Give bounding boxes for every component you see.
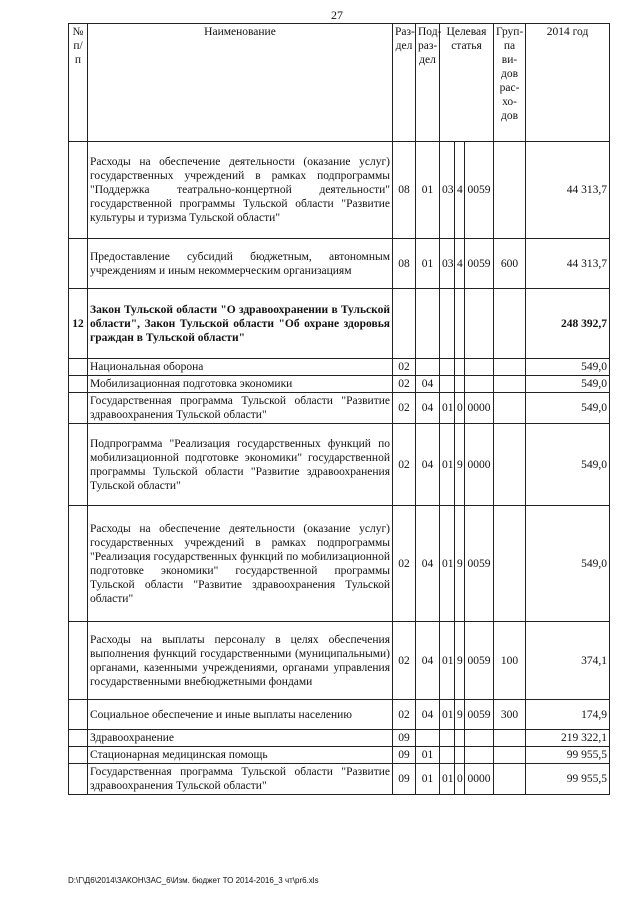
row-number [69,142,88,239]
row-amount-2014: 219 322,1 [526,730,610,747]
row-amount-2014: 549,0 [526,424,610,506]
row-target-code: 0059 [465,142,494,239]
row-number [69,359,88,376]
row-target-subprogram: 4 [455,142,465,239]
row-expense-group [494,359,526,376]
row-target-code: 0059 [465,506,494,622]
row-target-program [440,730,455,747]
table-row [69,622,610,700]
header-podrazdel: Под-раз-дел [416,24,440,142]
row-expense-group [494,730,526,747]
row-amount-2014: 99 955,5 [526,764,610,795]
row-podrazdel: 04 [416,376,440,393]
row-target-subprogram: 0 [455,393,465,424]
row-target-program [440,289,455,359]
row-number: 12 [69,289,88,359]
row-number [69,239,88,289]
row-amount-2014: 44 313,7 [526,239,610,289]
row-target-program: 03 [440,239,455,289]
table-row [69,376,610,393]
row-razdel: 02 [393,359,416,376]
row-amount-2014: 99 955,5 [526,747,610,764]
header-num: № п/п [69,24,88,142]
row-target-program [440,376,455,393]
row-podrazdel: 04 [416,622,440,700]
row-razdel: 02 [393,622,416,700]
table-row [69,359,610,376]
row-target-subprogram [455,747,465,764]
row-target-program: 01 [440,700,455,730]
row-podrazdel: 01 [416,142,440,239]
row-target-program [440,747,455,764]
row-target-program: 01 [440,506,455,622]
row-expense-group: 100 [494,622,526,700]
row-name: Расходы на обеспечение деятельности (оказание услуг) государственных учреждений в рамках подпрограммы "Реализация государственных функций по мобилизационной подготовке экономики" государственной программы Тульской области "Развитие здравоохранения Тульской области" [88,506,393,622]
row-target-code: 0059 [465,239,494,289]
row-expense-group: 600 [494,239,526,289]
row-expense-group [494,142,526,239]
row-podrazdel: 04 [416,506,440,622]
row-razdel: 08 [393,239,416,289]
table-row [69,424,610,506]
row-target-code: 0000 [465,393,494,424]
row-target-subprogram [455,359,465,376]
row-razdel [393,289,416,359]
row-target-subprogram: 9 [455,424,465,506]
row-target-code: 0059 [465,622,494,700]
row-razdel: 09 [393,747,416,764]
row-name: Государственная программа Тульской области "Развитие здравоохранения Тульской области" [88,393,393,424]
row-name: Стационарная медицинская помощь [88,747,393,764]
row-target-subprogram [455,730,465,747]
row-number [69,622,88,700]
row-target-code [465,376,494,393]
row-amount-2014: 549,0 [526,359,610,376]
row-target-subprogram: 0 [455,764,465,795]
row-target-code: 0000 [465,424,494,506]
row-name: Национальная оборона [88,359,393,376]
row-expense-group: 300 [494,700,526,730]
row-razdel: 02 [393,424,416,506]
row-name: Расходы на обеспечение деятельности (оказание услуг) государственных учреждений в рамках подпрограммы "Поддержка театрально-концертной деятельности" государственной программы Тульской области "Развитие культуры и туризма Тульской области" [88,142,393,239]
row-name: Расходы на выплаты персоналу в целях обеспечения выполнения функций государственными (муниципальными) органами, казенными учреждениями, органами управления государственными внебюджетными фондами [88,622,393,700]
row-target-program [440,359,455,376]
row-number [69,376,88,393]
row-target-code: 0000 [465,764,494,795]
row-number [69,393,88,424]
row-target-code [465,730,494,747]
row-amount-2014: 374,1 [526,622,610,700]
row-number [69,764,88,795]
row-podrazdel [416,289,440,359]
row-target-subprogram: 4 [455,239,465,289]
row-expense-group [494,424,526,506]
row-number [69,424,88,506]
row-podrazdel: 01 [416,764,440,795]
row-target-program: 01 [440,424,455,506]
row-name: Закон Тульской области "О здравоохранении в Тульской области", Закон Тульской области "Об охране здоровья граждан в Тульской области" [88,289,393,359]
row-name: Предоставление субсидий бюджетным, автономным учреждениям и иным некоммерческим организациям [88,239,393,289]
row-razdel: 08 [393,142,416,239]
table-row [69,142,610,239]
row-podrazdel: 04 [416,393,440,424]
page-number: 27 [331,8,343,22]
row-podrazdel: 04 [416,424,440,506]
row-name: Подпрограмма "Реализация государственных функций по мобилизационной подготовке экономики" государственной программы Тульской области "Развитие здравоохранения Тульской области" [88,424,393,506]
row-target-code: 0059 [465,700,494,730]
row-razdel: 02 [393,376,416,393]
header-group: Груп-па ви-дов рас-хо-дов [494,24,526,142]
row-expense-group [494,747,526,764]
row-razdel: 02 [393,700,416,730]
row-expense-group [494,764,526,795]
table-row [69,289,610,359]
row-name: Здравоохранение [88,730,393,747]
row-podrazdel [416,359,440,376]
row-expense-group [494,393,526,424]
row-target-code [465,747,494,764]
header-name: Наименование [88,24,393,142]
row-number [69,747,88,764]
table-row [69,506,610,622]
footer-file-path: D:\Г\Д6\2014\ЗАКОН\ЗАС_6\Изм. бюджет ТО 2014-2016_3 чт\pr6.xls [68,876,319,885]
row-target-program: 01 [440,764,455,795]
row-amount-2014: 44 313,7 [526,142,610,239]
row-expense-group [494,506,526,622]
header-row [69,24,610,142]
table-row [69,747,610,764]
header-target: Целевая статья [440,24,494,142]
row-number [69,506,88,622]
table-row [69,700,610,730]
row-amount-2014: 549,0 [526,376,610,393]
row-expense-group [494,289,526,359]
row-target-code [465,359,494,376]
row-name: Социальное обеспечение и иные выплаты населению [88,700,393,730]
row-target-program: 01 [440,622,455,700]
table-row [69,239,610,289]
row-name: Государственная программа Тульской области "Развитие здравоохранения Тульской области" [88,764,393,795]
table-row [69,730,610,747]
row-amount-2014: 248 392,7 [526,289,610,359]
row-target-subprogram [455,376,465,393]
row-podrazdel [416,730,440,747]
row-podrazdel: 01 [416,747,440,764]
row-amount-2014: 549,0 [526,393,610,424]
table-row [69,393,610,424]
row-podrazdel: 01 [416,239,440,289]
row-target-program: 03 [440,142,455,239]
row-expense-group [494,376,526,393]
row-razdel: 02 [393,393,416,424]
row-amount-2014: 549,0 [526,506,610,622]
row-target-program: 01 [440,393,455,424]
row-razdel: 02 [393,506,416,622]
row-target-subprogram [455,289,465,359]
row-number [69,700,88,730]
row-target-subprogram: 9 [455,506,465,622]
row-podrazdel: 04 [416,700,440,730]
row-target-subprogram: 9 [455,700,465,730]
row-razdel: 09 [393,730,416,747]
row-number [69,730,88,747]
row-amount-2014: 174,9 [526,700,610,730]
header-year: 2014 год [526,24,610,142]
row-target-subprogram: 9 [455,622,465,700]
row-name: Мобилизационная подготовка экономики [88,376,393,393]
table-row [69,764,610,795]
header-razdel: Раз-дел [393,24,416,142]
row-target-code [465,289,494,359]
row-razdel: 09 [393,764,416,795]
budget-table [68,23,610,795]
